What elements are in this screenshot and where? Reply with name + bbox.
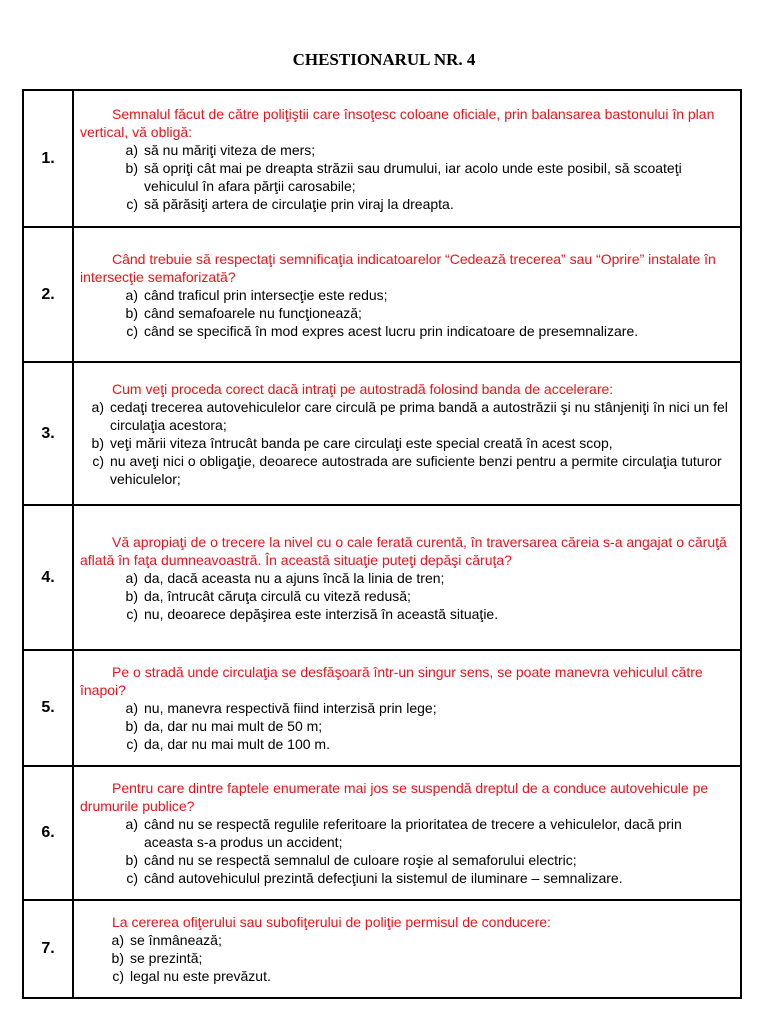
answer-option (84, 434, 734, 452)
option-text: da, dar nu mai mult de 50 m; (144, 718, 323, 734)
question-number: 5. (23, 650, 73, 766)
answer-option (84, 398, 734, 434)
answer-option (118, 569, 734, 587)
option-text: să părăsiţi artera de circulaţie prin viraj la dreapta. (144, 195, 454, 212)
answer-option (118, 717, 734, 735)
question-text: Semnalul făcut de către poliţiştii care însoţesc coloane oficiale, prin balansarea bastonului în plan vertical, vă obligă: (80, 105, 715, 140)
option-text: da, întrucât căruţa circulă cu viteză redusă; (144, 587, 411, 604)
question-text: Când trebuie să respectaţi semnificaţia indicatoarelor “Cedează trecerea” sau “Oprire” instalate în intersecţie semaforizată? (80, 250, 716, 285)
option-label: a) (125, 141, 138, 158)
option-list (80, 569, 734, 623)
option-text: când traficul prin intersecţie este redus; (144, 286, 388, 303)
option-label: b) (125, 304, 138, 321)
option-label: a) (125, 286, 138, 303)
option-list (80, 398, 734, 488)
option-text: nu, deoarece depăşirea este interzisă în această situaţie. (144, 605, 499, 622)
question-text: Cum veţi proceda corect dacă intraţi pe autostradă folosind banda de accelerare: (112, 380, 614, 397)
answer-option (118, 699, 734, 717)
option-text: când nu se respectă regulile referitoare la prioritatea de trecere a vehiculelor, dacă prin aceasta s-a produs un accident; (144, 816, 682, 850)
option-text: nu, manevra respectivă fiind interzisă prin lege; (144, 700, 437, 716)
answer-option (118, 159, 734, 195)
question-row (23, 766, 741, 900)
option-label: b) (125, 718, 138, 734)
answer-option (104, 967, 734, 985)
option-label: a) (125, 700, 138, 716)
questionnaire-table (22, 89, 742, 999)
option-label: b) (111, 950, 124, 966)
option-text: când se specifică în mod expres acest lucru prin indicatoare de presemnalizare. (144, 322, 639, 339)
option-list (80, 141, 734, 213)
option-list (80, 699, 734, 753)
option-text: când autovehiculul prezintă defecţiuni la sistemul de iluminare – semnalizare. (144, 870, 623, 886)
option-text: să nu măriţi viteza de mers; (144, 141, 316, 158)
answer-option (118, 735, 734, 753)
option-text: veţi mării viteza întrucât banda pe care circulaţi este special creată în acest scop, (110, 434, 613, 451)
answer-option (118, 605, 734, 623)
question-text: Pe o stradă unde circulaţia se desfăşoară într-un singur sens, se poate manevra vehiculul către înapoi? (80, 664, 703, 698)
option-label: c) (112, 968, 124, 984)
option-list (80, 815, 734, 887)
question-number: 3. (23, 362, 73, 505)
question-cell (73, 900, 741, 998)
question-cell (73, 90, 741, 227)
question-row (23, 90, 741, 227)
question-number: 7. (23, 900, 73, 998)
option-label: b) (125, 587, 138, 604)
question-number: 2. (23, 227, 73, 362)
answer-option (118, 869, 734, 887)
question-cell (73, 227, 741, 362)
option-label: a) (91, 398, 104, 415)
question-number: 1. (23, 90, 73, 227)
option-text: se prezintă; (130, 950, 203, 966)
option-list (80, 931, 734, 985)
option-text: cedaţi trecerea autovehiculelor care circulă pe prima bandă a autostrăzii şi nu stânjeniţi în nici un fel circulaţia acestora; (110, 398, 728, 433)
option-text: nu aveţi nici o obligaţie, deoarece autostrada are suficiente benzi pentru a permite circulaţia tuturor vehiculelor; (110, 452, 722, 487)
option-label: a) (111, 932, 124, 948)
question-row (23, 900, 741, 998)
option-text: să opriţi cât mai pe dreapta străzii sau drumului, iar acolo unde este posibil, să scoateţi vehiculul în afara părţii carosabile; (144, 159, 682, 194)
option-label: a) (125, 816, 138, 832)
option-label: c) (92, 452, 104, 469)
question-cell (73, 766, 741, 900)
question-cell (73, 650, 741, 766)
question-row (23, 505, 741, 650)
option-text: legal nu este prevăzut. (130, 968, 271, 984)
question-row (23, 227, 741, 362)
question-number: 6. (23, 766, 73, 900)
option-label: b) (91, 434, 104, 451)
option-label: c) (126, 736, 138, 752)
option-text: da, dacă aceasta nu a ajuns încă la linia de tren; (144, 569, 445, 586)
answer-option (118, 195, 734, 213)
question-row (23, 362, 741, 505)
answer-option (84, 452, 734, 488)
option-list (80, 286, 734, 340)
option-label: c) (126, 195, 138, 212)
answer-option (118, 815, 734, 851)
question-cell (73, 362, 741, 505)
answer-option (118, 587, 734, 605)
answer-option (118, 322, 734, 340)
answer-option (104, 931, 734, 949)
answer-option (118, 286, 734, 304)
option-text: da, dar nu mai mult de 100 m. (144, 736, 330, 752)
answer-option (118, 304, 734, 322)
document-title: CHESTIONARUL NR. 4 (292, 50, 476, 69)
question-text: Vă apropiaţi de o trecere la nivel cu o cale ferată curentă, în traversarea căreia s-a angajat o căruţă aflată în faţa dumneavoastră. În această situaţie puteţi depăşi căruţa? (80, 533, 727, 568)
answer-option (104, 949, 734, 967)
answer-option (118, 141, 734, 159)
question-number: 4. (23, 505, 73, 650)
option-label: b) (125, 159, 138, 176)
option-label: c) (126, 605, 138, 622)
option-text: se înmânează; (130, 932, 222, 948)
question-row (23, 650, 741, 766)
option-label: b) (125, 852, 138, 868)
option-label: a) (125, 569, 138, 586)
option-text: când nu se respectă semnalul de culoare roşie al semaforului electric; (144, 852, 577, 868)
answer-option (118, 851, 734, 869)
option-label: c) (126, 322, 138, 339)
question-text: La cererea ofiţerului sau subofiţerului de poliţie permisul de conducere: (112, 914, 551, 930)
question-text: Pentru care dintre faptele enumerate mai jos se suspendă dreptul de a conduce autovehicule pe drumurile publice? (80, 780, 709, 814)
option-label: c) (126, 870, 138, 886)
option-text: când semafoarele nu funcţionează; (144, 304, 362, 321)
question-cell (73, 505, 741, 650)
